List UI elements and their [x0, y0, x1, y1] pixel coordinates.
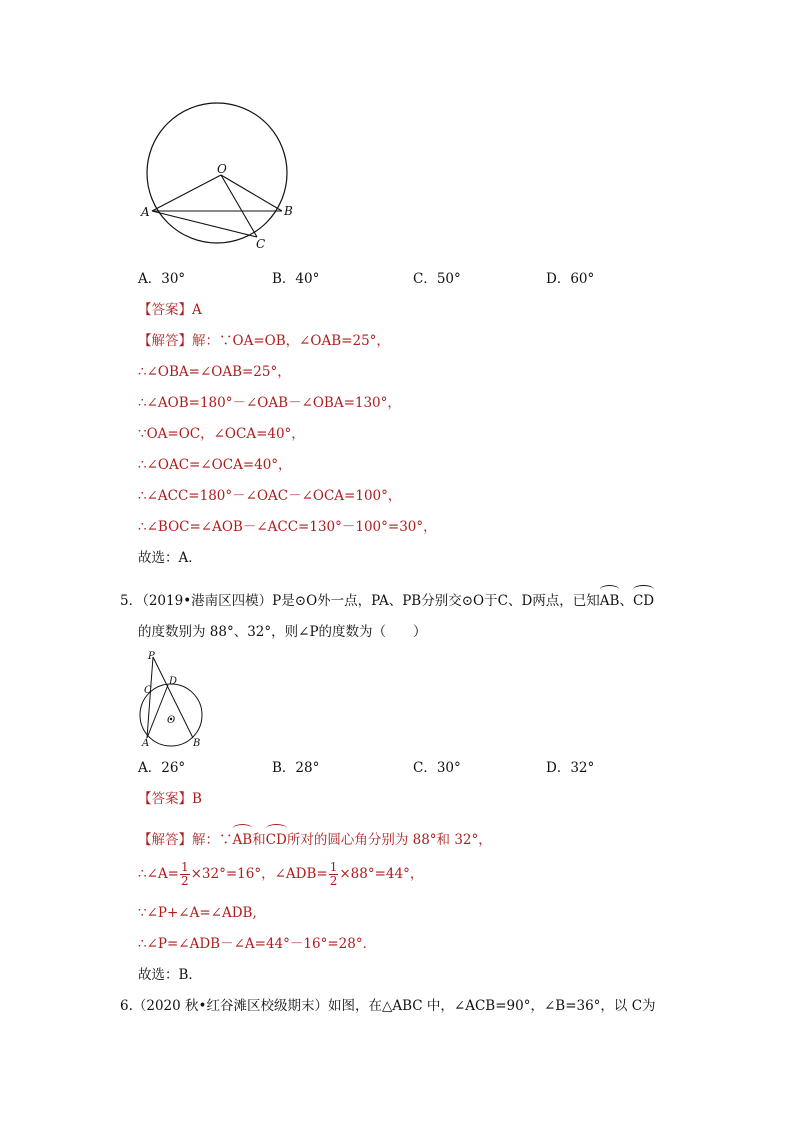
q5-analysis-arc-cd: CD — [266, 826, 287, 850]
q4-analysis-line-5: ∴∠OAC=∠OCA=40°， — [138, 457, 292, 473]
q4-analysis-text-1: 解：∵OA=OB，∠OAB=25°， — [192, 333, 390, 349]
q4-answer — [138, 300, 202, 320]
q5-angle-a-lhs: ∴∠A= — [138, 866, 179, 882]
q4-segment-oc — [221, 175, 257, 237]
q5-analysis-intro: 解：∵ — [192, 832, 233, 848]
q5-option-b[interactable]: B．28° — [272, 760, 320, 776]
q4-circle-figure — [135, 95, 305, 260]
q5-analysis-line-3: ∵∠P+∠A=∠ADB, — [138, 905, 257, 921]
q5-label-a: A — [142, 738, 150, 749]
q4-label-o: O — [217, 162, 227, 176]
q4-answer-tag: 【答案】 — [138, 302, 192, 318]
q4-analysis-line-4: ∵OA=OC，∠OCA=40°， — [138, 426, 305, 442]
q5-arc-cd: CD — [633, 587, 654, 611]
q5-option-c[interactable]: C．30° — [413, 760, 461, 776]
q5-arc-ab: AB — [600, 587, 620, 611]
q4-option-b[interactable]: B．40° — [272, 271, 320, 287]
q5-option-a[interactable]: A．26° — [138, 760, 186, 776]
q5-fraction-2-den: 2 — [329, 874, 338, 888]
q5-label-c: C — [144, 685, 152, 696]
q5-analysis-line-1 — [138, 826, 492, 850]
q5-stem-text: P是⊙O外一点，PA、PB分别交⊙O于C、D两点，已知 — [272, 593, 600, 609]
q5-stem-line-2: 的度数别为 88°、32°，则∠P的度数为（ ） — [138, 624, 427, 640]
q4-answer-value: A — [192, 302, 202, 318]
q5-source: 5．（2019•港南区四模） — [120, 593, 273, 609]
q5-answer-value: B — [192, 791, 202, 807]
q5-label-o: O — [167, 715, 176, 726]
q5-fraction-1 — [180, 861, 190, 888]
q5-circle-figure — [138, 648, 210, 750]
q5-analysis-and: 和 — [252, 832, 266, 848]
q4-analysis-line-6: ∴∠ACC=180°－∠OAC－∠OCA=100°， — [138, 488, 402, 504]
q5-stem-line-1 — [120, 587, 654, 611]
q5-fraction-1-num: 1 — [180, 860, 189, 874]
q6-stem: 6.（2020 秋•红谷滩区校级期末）如图，在△ABC 中，∠ACB=90°，∠B=36°，以 C为 — [120, 998, 656, 1014]
q4-analysis-line-7: ∴∠BOC=∠AOB－∠ACC=130°－100°=30°， — [138, 519, 437, 535]
q4-option-a[interactable]: A．30° — [138, 271, 186, 287]
q4-option-c[interactable]: C．50° — [413, 271, 461, 287]
q5-label-d: D — [169, 676, 178, 687]
q4-analysis-line-2: ∴∠OBA=∠OAB=25°， — [138, 364, 291, 380]
q4-label-a: A — [141, 205, 150, 219]
q5-angle-adb-rhs: ×88°=44°， — [339, 866, 424, 882]
q4-option-d[interactable]: D．60° — [546, 271, 595, 287]
q4-analysis-tag: 【解答】 — [138, 333, 192, 349]
q5-sep: 、 — [619, 593, 633, 609]
q5-analysis-arc-ab: AB — [233, 826, 253, 850]
q5-fraction-1-den: 2 — [180, 874, 189, 888]
q5-analysis-rest: 所对的圆心角分别为 88°和 32°， — [286, 832, 492, 848]
q5-angle-a-rhs: ×32°=16°，∠ADB= — [190, 866, 328, 882]
q4-segment-ac — [152, 211, 257, 237]
q5-analysis-line-2 — [138, 861, 423, 888]
q4-analysis-line-1 — [138, 331, 390, 351]
q4-segment-oa — [152, 175, 221, 211]
q5-analysis-line-4: ∴∠P=∠ADB－∠A=44°－16°=28°． — [138, 936, 377, 952]
q5-fraction-2 — [329, 861, 339, 888]
q4-label-b: B — [284, 204, 293, 218]
q5-label-b: B — [193, 738, 201, 749]
q4-segment-ob — [221, 175, 282, 211]
q4-analysis-line-3: ∴∠AOB=180°－∠OAB－∠OBA=130°， — [138, 395, 401, 411]
q5-label-p: P — [148, 651, 155, 662]
q4-label-c: C — [256, 237, 266, 251]
q5-fraction-2-num: 1 — [329, 860, 338, 874]
q5-analysis-tag: 【解答】 — [138, 832, 192, 848]
q5-choose-line: 故选：B． — [138, 967, 202, 983]
q5-answer — [138, 789, 202, 809]
q5-option-d[interactable]: D．32° — [546, 760, 595, 776]
q4-choose-line: 故选：A． — [138, 550, 202, 566]
q5-answer-tag: 【答案】 — [138, 791, 192, 807]
